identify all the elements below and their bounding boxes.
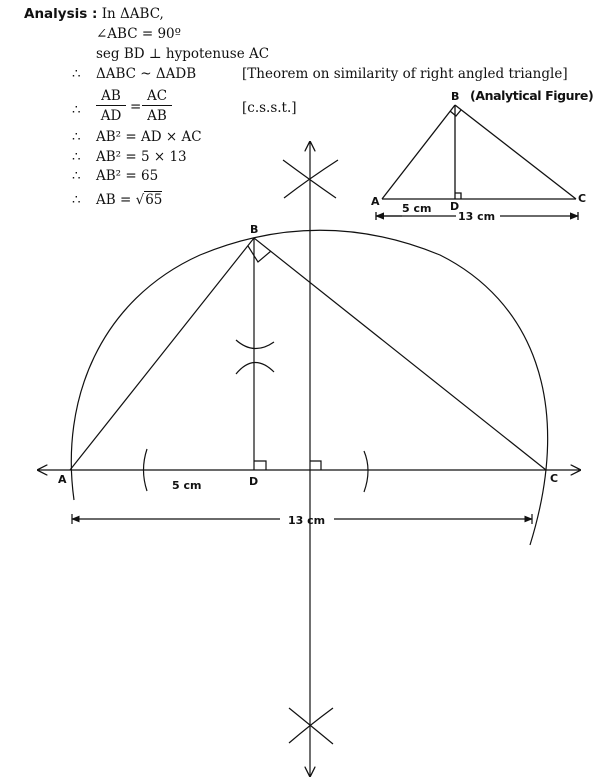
analytical-ad-length: 5 cm: [402, 202, 432, 215]
analytical-figure-caption: (Analytical Figure): [470, 88, 594, 103]
side-bc: [254, 238, 546, 470]
therefore-symbol: ∴: [72, 66, 81, 82]
arc-mark-bd-lower: [236, 362, 274, 374]
similarity-statement: ΔABC ~ ΔADB: [96, 66, 197, 82]
step-1: AB² = AD × AC: [96, 129, 202, 145]
analysis-heading: Analysis :: [24, 6, 98, 22]
side-ab: [70, 238, 254, 470]
analytical-label-d: D: [450, 200, 460, 213]
therefore-symbol: ∴: [72, 192, 81, 208]
construction-label-c: C: [550, 472, 559, 485]
analytical-label-a: A: [371, 195, 380, 208]
right-angle-bisector: [310, 461, 321, 470]
analytical-ac-length: 13 cm: [458, 210, 496, 223]
analytical-side-bc: [455, 105, 576, 199]
therefore-symbol: ∴: [72, 129, 81, 145]
arc-mark-bd-upper: [236, 340, 274, 349]
construction-figure: [38, 142, 580, 776]
analytical-right-angle-d: [455, 193, 461, 199]
step-4-prefix: AB =: [96, 192, 136, 208]
ratio-right-numerator: AC: [142, 88, 172, 106]
therefore-symbol: ∴: [72, 102, 81, 118]
ratio-reason: [c.s.s.t.]: [242, 100, 297, 116]
construction-label-d: D: [249, 475, 259, 488]
therefore-symbol: ∴: [72, 168, 81, 184]
analytical-side-ab: [382, 105, 455, 199]
construction-label-a: A: [58, 473, 67, 486]
sqrt-symbol: √: [135, 192, 145, 208]
angle-statement: ∠ABC = 90º: [96, 26, 181, 42]
given-prefix: In: [101, 6, 121, 22]
construction-ac-length: 13 cm: [288, 514, 326, 527]
therefore-symbol: ∴: [72, 149, 81, 165]
similarity-reason: [Theorem on similarity of right angled triangle]: [242, 66, 568, 82]
right-angle-d: [254, 461, 266, 470]
ratio-right-denominator: AB: [147, 108, 167, 124]
construction-ad-length: 5 cm: [172, 479, 202, 492]
given-triangle: ΔABC,: [120, 6, 164, 22]
ratio-left-numerator: AB: [96, 88, 126, 106]
step-3: AB² = 65: [96, 168, 159, 184]
perpendicular-statement: seg BD ⊥ hypotenuse AC: [96, 46, 270, 62]
step-2: AB² = 5 × 13: [96, 149, 187, 165]
analytical-label-c: C: [578, 192, 587, 205]
sqrt-radicand: 65: [145, 192, 163, 208]
ratio-left-denominator: AD: [100, 108, 122, 124]
arc-mark-right: [364, 451, 368, 492]
analytical-label-b: B: [451, 90, 460, 103]
ratio-equals: =: [130, 99, 142, 115]
construction-label-b: B: [250, 223, 259, 236]
arc-mark-top-2: [284, 160, 338, 198]
